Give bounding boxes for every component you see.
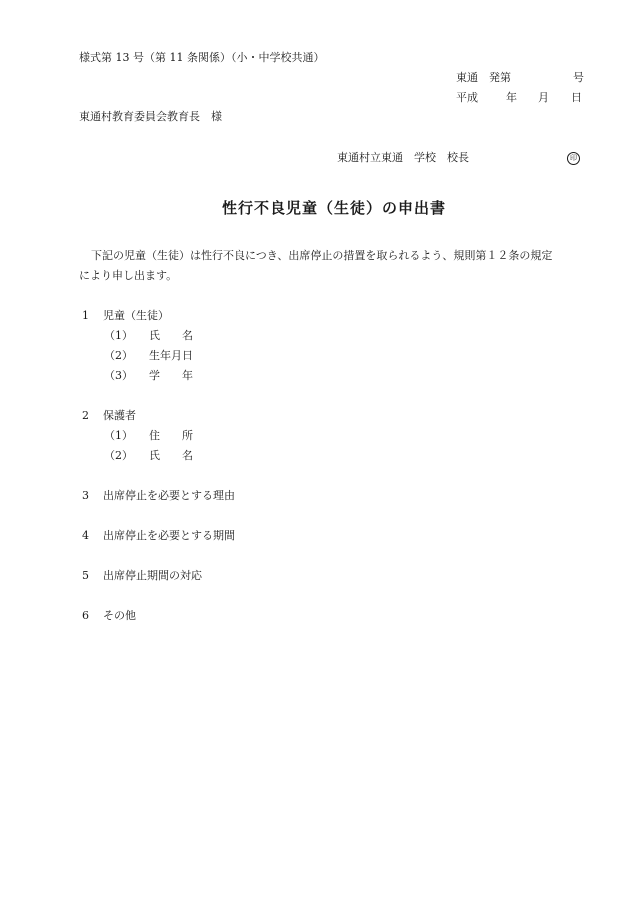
item-5-number: 5 [82, 569, 89, 582]
issue-number-label: 東通 発第 [456, 71, 511, 84]
item-3-label: 出席停止を必要とする理由 [103, 489, 235, 502]
issue-number-suffix: 号 [573, 71, 584, 84]
intro-line-2: により申し出ます。 [79, 269, 178, 282]
date-year-unit: 年 [506, 91, 517, 104]
item-2-sub-2-number: （2） [104, 449, 133, 462]
intro-line-1: 下記の児童（生徒）は性行不良につき、出席停止の措置を取られるよう、規則第１２条の規定 [91, 249, 553, 262]
item-1-sub-1-number: （1） [104, 329, 133, 342]
item-1-number: 1 [82, 309, 89, 322]
form-number-label: 様式第 13 号（第 11 条関係）（小・中学校共通） [79, 51, 325, 64]
sender-name: 東通村立東通 学校 校長 [337, 151, 469, 164]
item-2-sub-1-number: （1） [104, 429, 133, 442]
document-title: 性行不良児童（生徒）の申出書 [222, 199, 447, 217]
seal-mark [567, 151, 580, 165]
item-1-sub-3-label: 学 年 [149, 369, 193, 382]
item-2-sub-2-label: 氏 名 [149, 449, 193, 462]
item-1-sub-2-number: （2） [104, 349, 133, 362]
item-6-number: 6 [82, 609, 89, 622]
item-1-label: 児童（生徒） [103, 309, 169, 322]
item-2-number: 2 [82, 409, 89, 422]
addressee: 東通村教育委員会教育長 様 [79, 110, 222, 123]
item-1-sub-3-number: （3） [104, 369, 133, 382]
item-5-label: 出席停止期間の対応 [103, 569, 202, 582]
item-2-sub-1-label: 住 所 [149, 429, 193, 442]
item-6-label: その他 [103, 609, 136, 622]
item-1-sub-2-label: 生年月日 [149, 349, 193, 362]
date-day-unit: 日 [571, 91, 582, 104]
item-3-number: 3 [82, 489, 89, 502]
item-2-label: 保護者 [103, 409, 136, 422]
item-4-number: 4 [82, 529, 89, 542]
seal-text: 印 [567, 152, 580, 165]
date-month-unit: 月 [538, 91, 549, 104]
item-1-sub-1-label: 氏 名 [149, 329, 193, 342]
item-4-label: 出席停止を必要とする期間 [103, 529, 235, 542]
date-era: 平成 [456, 91, 478, 104]
